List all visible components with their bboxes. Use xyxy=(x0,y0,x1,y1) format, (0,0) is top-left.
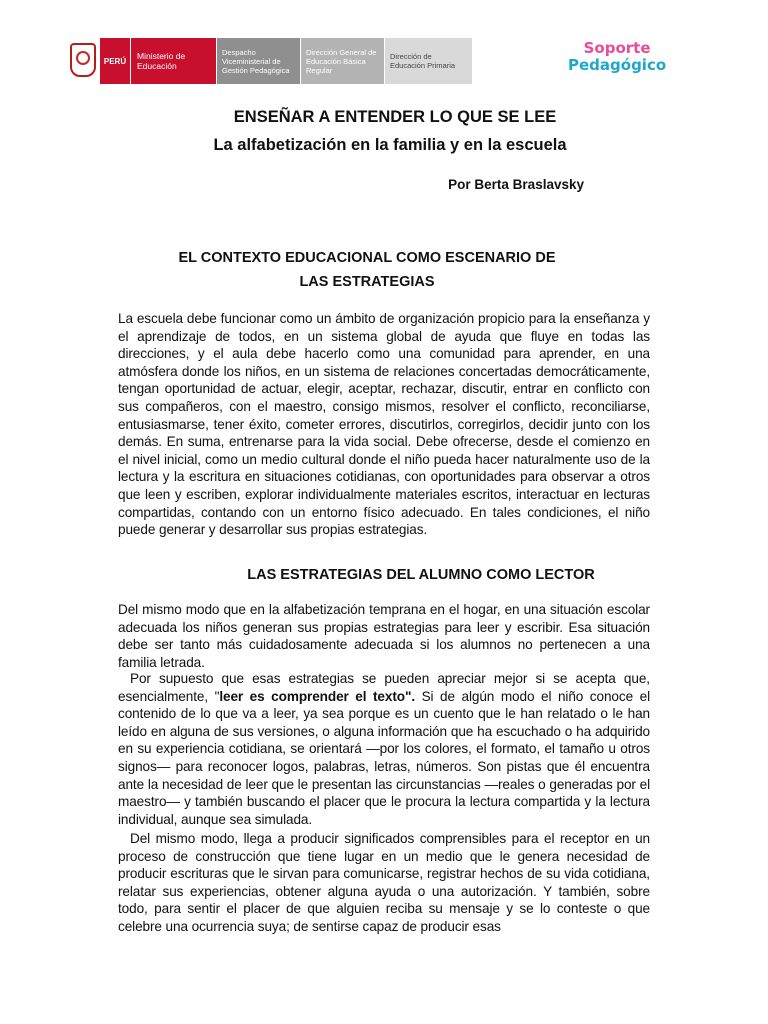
document-subtitle: La alfabetización en la familia y en la escuela xyxy=(213,136,567,154)
document-title: ENSEÑAR A ENTENDER LO QUE SE LEE xyxy=(233,108,557,126)
direccion-general-label: Dirección General de Educación Básica Regular xyxy=(300,38,384,84)
document-author: Por Berta Braslavsky xyxy=(448,177,584,192)
soporte-logo-line1: Soporte xyxy=(583,39,651,57)
paragraph-contexto: La escuela debe funcionar como un ámbito de organización propicio para la enseñanza y el aprendizaje de todos, en un sistema global de ayuda que fluye en todas las direcciones, y el aula debe hacerlo como una comunidad para aprender, en una atmósfera donde los niños, en un sistema de relaciones concertadas democráticamente, tengan oportunidad de actuar, elegir, aceptar, rechazar, discutir, entrar en conflicto con sus compañeros, con el maestro, consigo mismos, resolver el conflicto, reconciliarse, entusiasmarse, tener éxito, cometer errores, discutirlos, corregirlos, decidir junto con los demás. En suma, entrenarse para la vida social. Debe ofrecerse, desde el comienzo en el nivel inicial, como un medio cultural donde el niño pueda hacer naturalmente uso de la lectura y la escritura en situaciones cotidianas, con oportunidades para observar a otros que leen y escriben, explorar individualmente materiales escritos, interactuar en lecturas compartidas, contando con un entorno físico adecuado. En tales condiciones, el niño puede generar y desarrollar sus propias estrategias. xyxy=(118,311,650,538)
paragraph-text-after: Si de algún modo el niño conoce el contenido de lo que va a leer, ya sea porque es un cuento que le han relatado o le han leído en alguna de sus versiones, o alguna información que ha escuchado o ha adquirido en su experiencia cotidiana, se orientará —por los colores, el formato, el tamaño u otros signos— para reconocer logos, palabras, letras, números. Son pistas que él encuentra ante la necesidad de leer que le presentan las circunstancias —reales o generadas por el maestro— y también buscando el placer que le procura la lectura compartida y la lectura individual, aunque sea simulada. xyxy=(118,688,650,827)
paragraph-text-before: Por supuesto que esas estrategias se pueden apreciar mejor si se acepta que, esencialmente, " xyxy=(118,671,650,704)
section-heading-line1: EL CONTEXTO EDUCACIONAL COMO ESCENARIO DE xyxy=(178,250,556,266)
direccion-label: Dirección de Educación Primaria xyxy=(384,38,472,84)
paragraph-leer-es-comprender xyxy=(118,670,650,828)
government-header-logo xyxy=(70,38,472,84)
soporte-logo-line2: Pedagógico xyxy=(568,56,667,74)
peru-coat-of-arms-icon xyxy=(70,43,96,77)
despacho-label: Despacho Viceministerial de Gestión Pedagógica xyxy=(216,38,300,84)
ministerio-label: Ministerio de Educación xyxy=(130,38,216,84)
section-heading-estrategias: LAS ESTRATEGIAS DEL ALUMNO COMO LECTOR xyxy=(247,567,595,583)
soporte-pedagogico-logo xyxy=(568,40,666,74)
section-heading-line2: LAS ESTRATEGIAS xyxy=(299,274,435,290)
paragraph-alfabetizacion: Del mismo modo que en la alfabetización temprana en el hogar, en una situación escolar adecuada los niños generan sus propias estrategias para leer y escribir. Esa situación debe ser tanto más cuidadosamente adecuada si los alumnos no pertenecen a una familia letrada. xyxy=(118,602,650,670)
section-heading-contexto xyxy=(0,246,734,294)
paragraph-significados: Del mismo modo, llega a producir significados comprensibles para el receptor en un proceso de construcción que tiene lugar en un medio que le genera necesidad de producir escrituras que le sirvan para comunicarse, registrar hechos de su vida cotidiana, relatar sus experiencias, obtener alguna ayuda o una autorización. Y también, sobre todo, para sentir el placer de que alguien reciba su mensaje y se lo conteste o que celebre una ocurrencia suya; de sentirse capaz de producir esas xyxy=(118,831,650,934)
peru-label: PERÚ xyxy=(100,38,130,84)
paragraph-bold-quote: leer es comprender el texto". xyxy=(219,688,415,704)
